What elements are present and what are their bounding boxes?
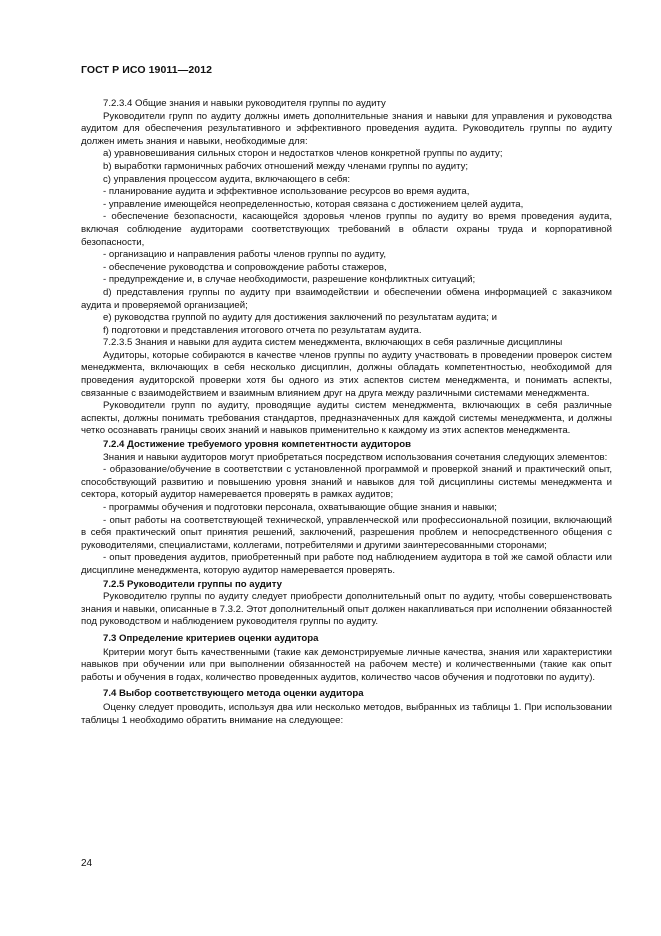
- paragraph: Критерии могут быть качественными (такие как демонстрируемые личные качества, знания или характеристики навыков при обучении или при выполнении обязанностей на рабочем месте) и количественными (такие как опыт работы и обучения в годах, количество проведенных аудитов, количество часов обучения и подготовки по аудиту).: [81, 646, 612, 683]
- paragraph: - управление имеющейся неопределенностью, которая связана с достижением целей аудита,: [103, 198, 524, 210]
- document-body: [81, 98, 612, 727]
- paragraph: c) управления процессом аудита, включающего в себя:: [103, 173, 351, 185]
- section-heading: 7.3 Определение критериев оценки аудитора: [103, 632, 319, 644]
- paragraph: - обеспечение руководства и сопровождение работы стажеров,: [103, 261, 387, 273]
- paragraph: 7.2.3.5 Знания и навыки для аудита систем менеджмента, включающих в себя различные дисциплины: [103, 337, 563, 349]
- paragraph: Руководителю группы по аудиту следует приобрести дополнительный опыт по аудиту, чтобы совершенствовать знания и навыки, описанные в 7.3.2. Этот дополнительный опыт должен накапливаться при исполнении обязанностей под руководством и наблюдением руководителя группы по аудиту.: [81, 591, 612, 628]
- paragraph: a) уравновешивания сильных сторон и недостатков членов конкретной группы по аудиту;: [103, 148, 503, 160]
- document-header: ГОСТ Р ИСО 19011—2012: [81, 64, 213, 76]
- paragraph: e) руководства группой по аудиту для достижения заключений по результатам аудита; и: [103, 312, 497, 324]
- paragraph: Аудиторы, которые собираются в качестве членов группы по аудиту участвовать в проведении проверок систем менеджмента, включающих в себя несколько дисциплин, должны обладать компетентностью, необходимой для проведения аудиторской проверки хотя бы одного из этих аспектов систем менеджмента, и понимать аспекты, связанные с взаимодействием и взаимным влиянием друг на друга между различными системами менеджмента.: [81, 349, 612, 399]
- page-number: 24: [81, 858, 93, 869]
- paragraph: - образование/обучение в соответствии с установленной программой и проверкой знаний и практический опыт, способствующий развитию и повышению уровня знаний и навыков для той дисциплины системы менеджмента и сектора, который аудитор намеревается проверять в рамках аудитов;: [81, 464, 612, 501]
- paragraph: d) представления группы по аудиту при взаимодействии и обеспечении обмена информацией с заказчиком аудита и проверяемой организацией;: [81, 286, 612, 311]
- paragraph: - организацию и направления работы членов группы по аудиту,: [103, 249, 387, 261]
- paragraph: - опыт работы на соответствующей технической, управленческой или профессиональной позиции, включающий в себя практический опыт принятия решений, заключений, разрешения проблем и непосредственного общения с руководителями, специалистами, коллегами, потребителями и другими заинтересованными сторонами;: [81, 514, 612, 551]
- section-heading: 7.2.4 Достижение требуемого уровня компетентности аудиторов: [103, 439, 412, 451]
- paragraph: Знания и навыки аудиторов могут приобретаться посредством использования сочетания следующих элементов:: [103, 451, 608, 463]
- paragraph: - обеспечение безопасности, касающейся здоровья членов группы по аудиту во время проведения аудита, включая соблюдение аудиторами соответствующих требований в области охраны труда и корпоративной безопасности,: [81, 211, 612, 248]
- paragraph: - предупреждение и, в случае необходимости, разрешение конфликтных ситуаций;: [103, 274, 476, 286]
- paragraph: - программы обучения и подготовки персонала, охватывающие общие знания и навыки;: [103, 502, 497, 513]
- section-heading: 7.4 Выбор соответствующего метода оценки аудитора: [103, 688, 364, 700]
- section-heading: 7.2.5 Руководители группы по аудиту: [103, 578, 282, 590]
- paragraph: Руководители групп по аудиту, проводящие аудиты систем менеджмента, включающих в себя различные аспекты, должны понимать требования стандартов, предназначенных для каждой системы менеджмента, и должны четко осознавать границы своих знаний и навыков применительно к каждому из этих аспектов менеджмента.: [81, 400, 612, 437]
- paragraph: 7.2.3.4 Общие знания и навыки руководителя группы по аудиту: [103, 98, 386, 109]
- paragraph: - планирование аудита и эффективное использование ресурсов во время аудита,: [103, 186, 470, 198]
- paragraph: b) выработки гармоничных рабочих отношений между членами группы по аудиту;: [103, 160, 469, 172]
- paragraph: Оценку следует проводить, используя два или несколько методов, выбранных из таблицы 1. При использовании таблицы 1 необходимо обратить внимание на следующее:: [81, 701, 612, 726]
- paragraph: Руководители групп по аудиту должны иметь дополнительные знания и навыки для управления и руководства аудитом для обеспечения результативного и эффективного проведения аудита. Руководитель группы по аудиту должен иметь знания и навыки, необходимые для:: [81, 110, 612, 147]
- paragraph: f) подготовки и представления итогового отчета по результатам аудита.: [103, 324, 422, 336]
- paragraph: - опыт проведения аудитов, приобретенный при работе под наблюдением аудитора в той же самой области или дисциплине менеджмента, которую аудитор намеревается проверять.: [81, 552, 612, 576]
